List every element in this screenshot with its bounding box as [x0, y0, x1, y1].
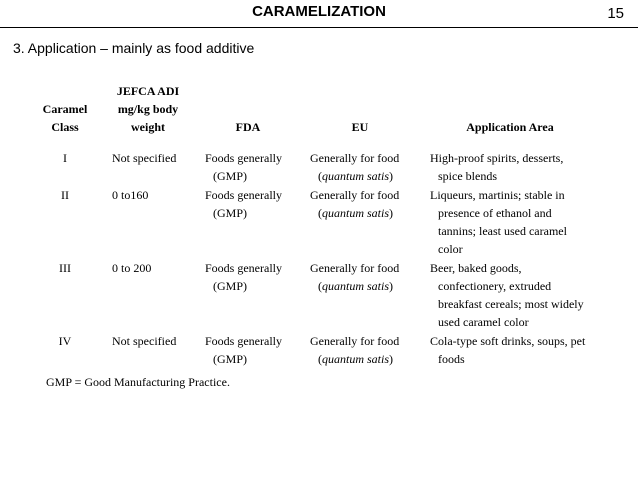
quantum-satis-text: quantum satis	[322, 352, 390, 366]
row-fda-cell	[205, 186, 300, 222]
cell-text: (quantum satis)	[318, 352, 394, 366]
cell-text: 0 to 200	[112, 261, 152, 275]
row-application-cell	[430, 149, 614, 185]
cell-text: Liqueurs, martinis; stable in	[430, 188, 565, 202]
cell-text: 0 to160	[112, 188, 149, 202]
row-eu-cell	[310, 259, 422, 295]
cell-text: (GMP)	[213, 169, 248, 183]
cell-text: (GMP)	[213, 352, 248, 366]
slide-subtitle: 3. Application – mainly as food additive	[13, 40, 255, 56]
title-divider	[0, 27, 638, 28]
row-adi-cell	[112, 259, 194, 277]
cell-text: I	[63, 151, 67, 165]
row-class-cell	[34, 186, 96, 204]
cell-text: (GMP)	[213, 279, 248, 293]
row-adi-cell	[112, 186, 194, 204]
cell-text: Generally for food	[310, 151, 400, 165]
header-text: JEFCA ADI	[116, 84, 180, 98]
header-text: FDA	[235, 120, 261, 134]
cell-text: (GMP)	[213, 206, 248, 220]
header-text: Caramel	[42, 102, 88, 116]
cell-text: III	[59, 261, 71, 275]
header-text: weight	[131, 120, 165, 134]
cell-text: High-proof spirits, desserts,	[430, 151, 564, 165]
row-application-cell	[430, 259, 614, 331]
cell-text: foods	[438, 352, 465, 366]
cell-text: (quantum satis)	[318, 279, 394, 293]
row-application-cell	[430, 332, 614, 368]
header-eu	[310, 118, 410, 136]
cell-text: (quantum satis)	[318, 206, 394, 220]
header-caramel-class	[34, 100, 96, 136]
cell-text: breakfast cereals; most widely	[438, 297, 584, 311]
row-fda-cell	[205, 332, 300, 368]
header-text: mg/kg body	[117, 102, 179, 116]
row-eu-cell	[310, 149, 422, 185]
row-application-cell	[430, 186, 614, 258]
cell-text: Foods generally	[205, 261, 282, 275]
cell-text: Generally for food	[310, 188, 400, 202]
cell-text: spice blends	[438, 169, 497, 183]
header-text: Class	[51, 120, 79, 134]
cell-text: presence of ethanol and	[438, 206, 552, 220]
cell-text: Cola-type soft drinks, soups, pet	[430, 334, 586, 348]
cell-text: tannins; least used caramel	[438, 224, 567, 238]
quantum-satis-text: quantum satis	[322, 169, 390, 183]
header-fda	[205, 118, 291, 136]
cell-text: Generally for food	[310, 334, 400, 348]
row-class-cell	[34, 332, 96, 350]
cell-text: confectionery, extruded	[438, 279, 552, 293]
row-class-cell	[34, 259, 96, 277]
cell-text: Foods generally	[205, 151, 282, 165]
cell-text: Not specified	[112, 151, 177, 165]
cell-text: II	[61, 188, 69, 202]
row-class-cell	[34, 149, 96, 167]
header-text: EU	[351, 120, 369, 134]
cell-text: Foods generally	[205, 188, 282, 202]
slide-number: 15	[607, 5, 624, 22]
row-adi-cell	[112, 149, 194, 167]
cell-text: Beer, baked goods,	[430, 261, 522, 275]
row-eu-cell	[310, 332, 422, 368]
table-footnote: GMP = Good Manufacturing Practice.	[46, 375, 230, 389]
row-fda-cell	[205, 259, 300, 295]
header-application-area	[430, 118, 590, 136]
row-eu-cell	[310, 186, 422, 222]
header-jefca-adi	[112, 82, 184, 136]
cell-text: used caramel color	[438, 315, 529, 329]
quantum-satis-text: quantum satis	[322, 206, 390, 220]
header-text: Application Area	[466, 120, 554, 134]
quantum-satis-text: quantum satis	[322, 279, 390, 293]
row-adi-cell	[112, 332, 194, 350]
slide-title: CARAMELIZATION	[252, 3, 386, 20]
cell-text: IV	[58, 334, 72, 348]
cell-text: Foods generally	[205, 334, 282, 348]
cell-text: Not specified	[112, 334, 177, 348]
cell-text: color	[438, 242, 463, 256]
row-fda-cell	[205, 149, 300, 185]
cell-text: (quantum satis)	[318, 169, 394, 183]
cell-text: Generally for food	[310, 261, 400, 275]
